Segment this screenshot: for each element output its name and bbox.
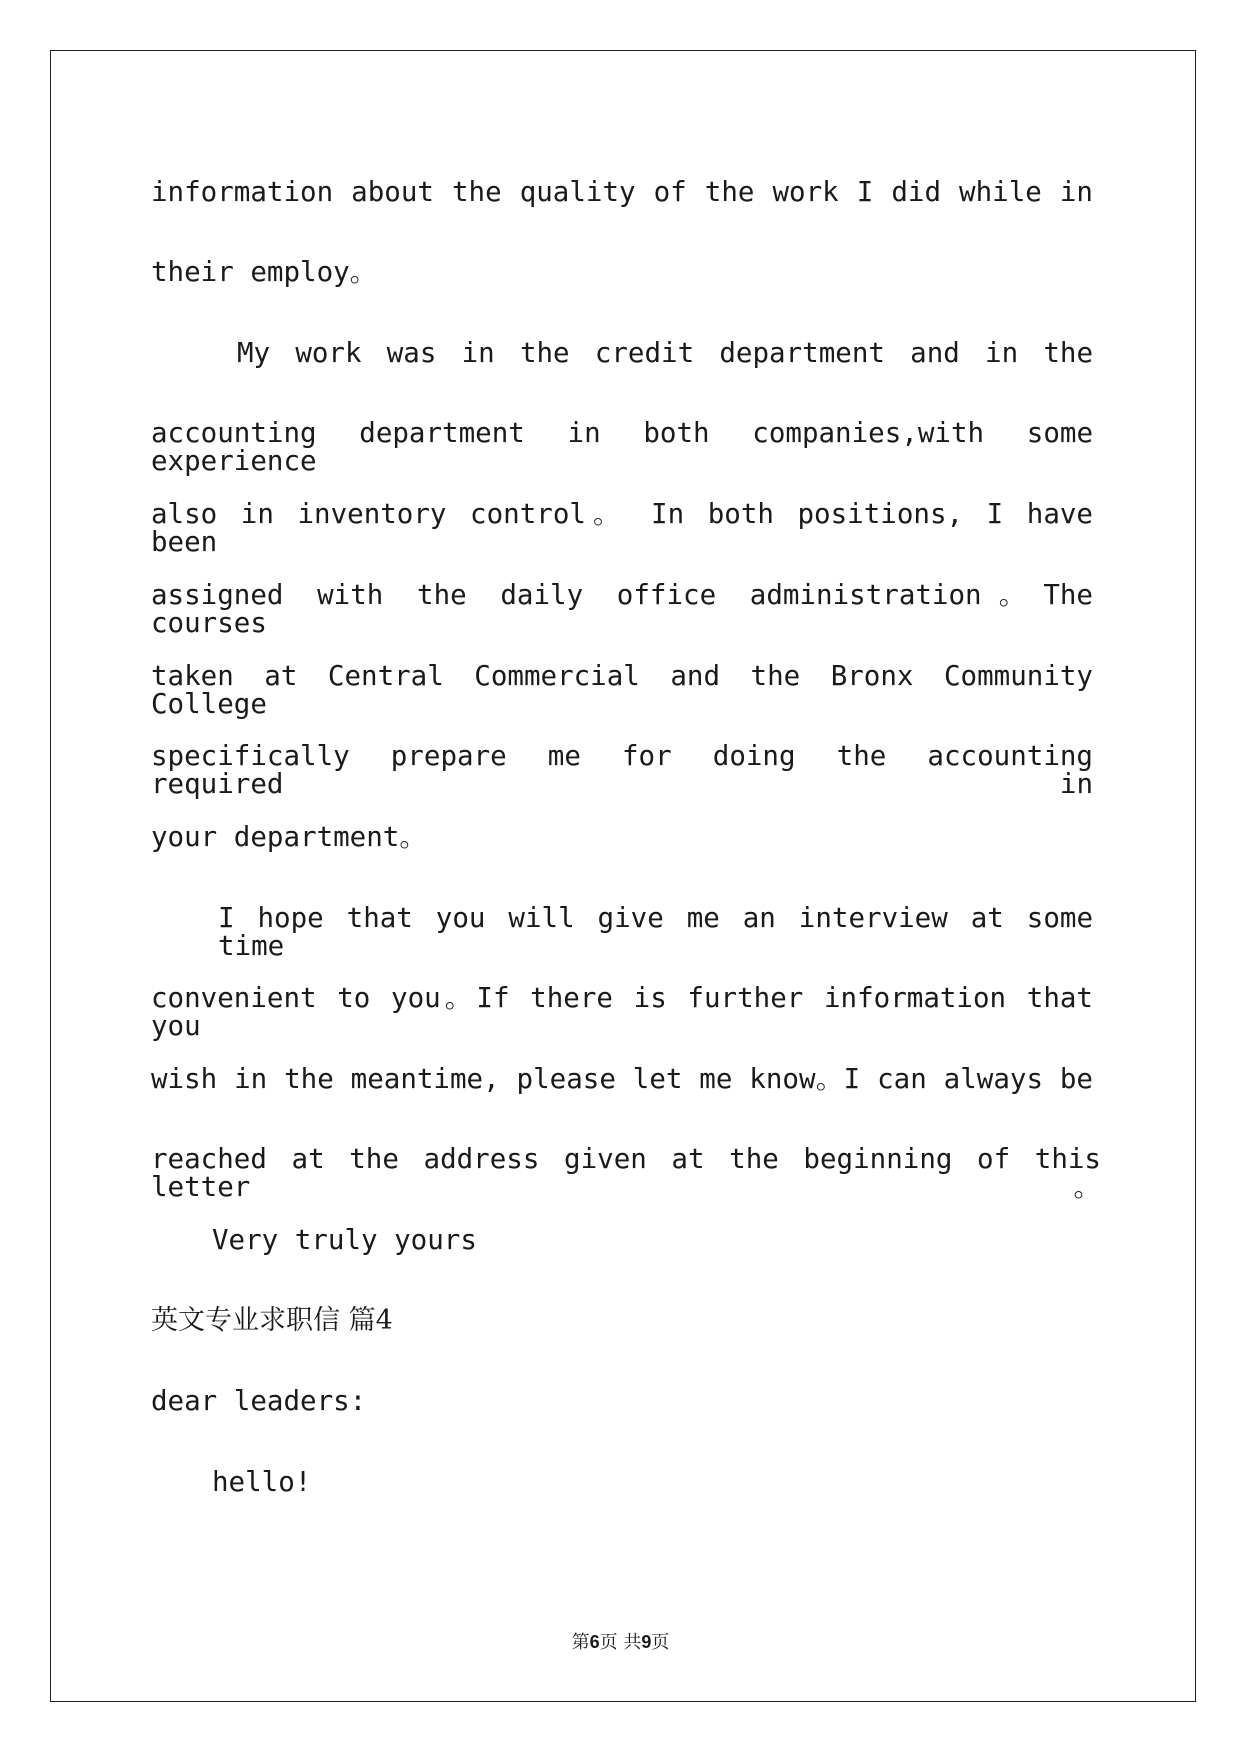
section-heading: 英文专业求职信 篇4: [151, 1305, 393, 1336]
footer-middle: 页 共: [599, 1632, 642, 1653]
body-line-6: assigned with the daily office administration。The courses: [151, 579, 1093, 639]
body-line-5: also in inventory control。 In both positions, I have been: [151, 498, 1093, 558]
footer-suffix: 页: [651, 1632, 670, 1653]
greeting: hello!: [212, 1466, 312, 1498]
footer-current-page: 6: [589, 1632, 600, 1652]
body-line-13: reached at the address given at the beginning of this letter。: [151, 1143, 1101, 1203]
footer-prefix: 第: [571, 1632, 590, 1653]
body-line-4: accounting department in both companies,with some experience: [151, 417, 1093, 477]
body-line-10: I hope that you will give me an interview at some time: [218, 902, 1093, 962]
body-line-3: My work was in the credit department and in the: [237, 337, 1093, 369]
body-line-1: information about the quality of the work I did while in: [151, 176, 1093, 208]
page-border: [50, 50, 1196, 1702]
closing-line: Very truly yours: [212, 1224, 477, 1256]
body-line-8: specifically prepare me for doing the accounting required in: [151, 740, 1093, 800]
body-line-2: their employ。: [151, 256, 378, 288]
page-footer: [0, 1628, 1241, 1654]
body-line-7: taken at Central Commercial and the Bronx Community College: [151, 660, 1093, 720]
body-line-12: wish in the meantime, please let me know。I can always be: [151, 1063, 1093, 1095]
footer-total-pages: 9: [641, 1632, 652, 1652]
body-line-9: your department。: [151, 821, 427, 853]
body-line-11: convenient to you。If there is further information that you: [151, 982, 1093, 1042]
salutation: dear leaders:: [151, 1385, 367, 1417]
